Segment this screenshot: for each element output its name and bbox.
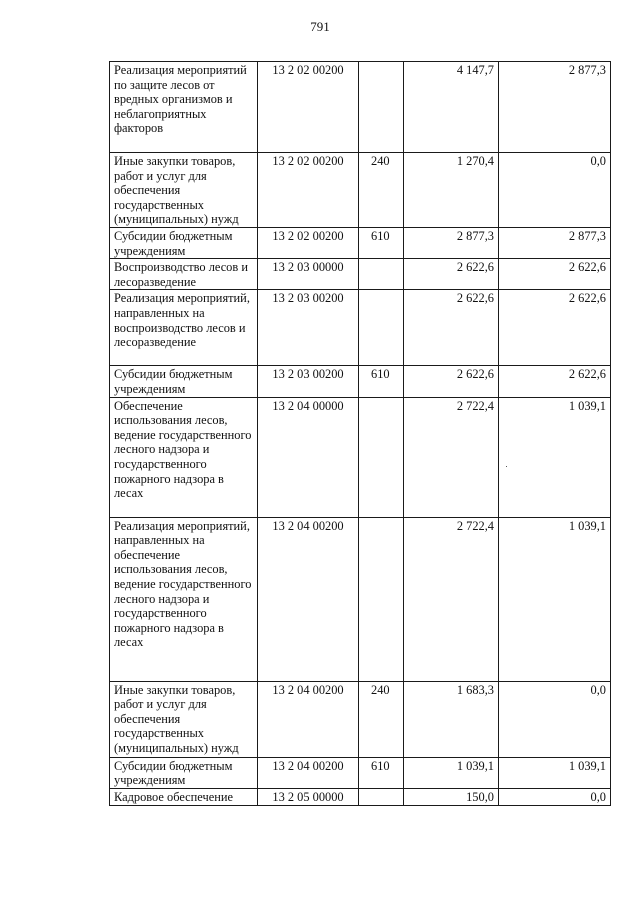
table-row [110,366,611,397]
table-row [110,788,611,805]
row-code: 13 2 02 00200 [258,153,359,228]
row-name: Иные закупки товаров, работ и услуг для обеспечения государственных (муниципальных) нужд [110,681,258,757]
row-value-1: 2 622,6 [404,259,499,290]
table-row [110,259,611,290]
row-value-2: 0,0 [499,788,611,805]
table-row [110,228,611,259]
row-expense-type: 610 [359,228,404,259]
row-value-2: 2 877,3 [499,62,611,153]
row-value-2: 1 039,1 [499,517,611,681]
row-expense-type [359,788,404,805]
row-value-1: 2 722,4 [404,397,499,517]
row-expense-type [359,290,404,366]
table-row [110,681,611,757]
row-value-1: 1 683,3 [404,681,499,757]
row-name: Реализация мероприятий, направленных на воспроизводство лесов и лесоразведение [110,290,258,366]
row-value-2: 2 622,6 [499,259,611,290]
row-expense-type [359,62,404,153]
table-row [110,290,611,366]
row-code: 13 2 03 00000 [258,259,359,290]
table-row [110,757,611,788]
row-value-1: 1 270,4 [404,153,499,228]
row-value-2: 2 877,3 [499,228,611,259]
row-name: Реализация мероприятий по защите лесов от вредных организмов и неблагоприятных факторов [110,62,258,153]
row-expense-type [359,397,404,517]
table-row [110,517,611,681]
row-name: Субсидии бюджетным учреждениям [110,228,258,259]
row-code: 13 2 03 00200 [258,366,359,397]
row-expense-type: 610 [359,757,404,788]
row-expense-type [359,517,404,681]
row-code: 13 2 02 00200 [258,62,359,153]
row-code: 13 2 04 00000 [258,397,359,517]
row-value-1: 2 877,3 [404,228,499,259]
row-expense-type: 240 [359,153,404,228]
row-value-1: 2 722,4 [404,517,499,681]
row-name: Субсидии бюджетным учреждениям [110,366,258,397]
row-code: 13 2 03 00200 [258,290,359,366]
row-value-2: 1 039,1 [499,397,611,517]
row-value-2: 2 622,6 [499,366,611,397]
row-name: Обеспечение использования лесов, ведение государственного лесного надзора и государственного пожарного надзора в лесах [110,397,258,517]
row-value-1: 150,0 [404,788,499,805]
row-expense-type: 240 [359,681,404,757]
row-value-1: 1 039,1 [404,757,499,788]
row-expense-type: 610 [359,366,404,397]
table-row [110,397,611,517]
row-value-1: 2 622,6 [404,290,499,366]
row-name: Иные закупки товаров, работ и услуг для обеспечения государственных (муниципальных) нужд [110,153,258,228]
row-expense-type [359,259,404,290]
row-code: 13 2 04 00200 [258,681,359,757]
table-row [110,153,611,228]
row-value-2: 1 039,1 [499,757,611,788]
page-number: 791 [310,19,330,34]
row-value-2: 0,0 [499,153,611,228]
row-value-1: 4 147,7 [404,62,499,153]
budget-table [109,61,611,806]
row-code: 13 2 04 00200 [258,757,359,788]
row-value-1: 2 622,6 [404,366,499,397]
row-code: 13 2 05 00000 [258,788,359,805]
row-name: Субсидии бюджетным учреждениям [110,757,258,788]
row-value-2: 0,0 [499,681,611,757]
row-name: Реализация мероприятий, направленных на обеспечение использования лесов, ведение государственного лесного надзора и государственного пожарного надзора в лесах [110,517,258,681]
row-code: 13 2 02 00200 [258,228,359,259]
row-name: Воспроизводство лесов и лесоразведение [110,259,258,290]
row-value-2: 2 622,6 [499,290,611,366]
table-row [110,62,611,153]
scan-speck [506,466,507,467]
row-code: 13 2 04 00200 [258,517,359,681]
row-name: Кадровое обеспечение [110,788,258,805]
